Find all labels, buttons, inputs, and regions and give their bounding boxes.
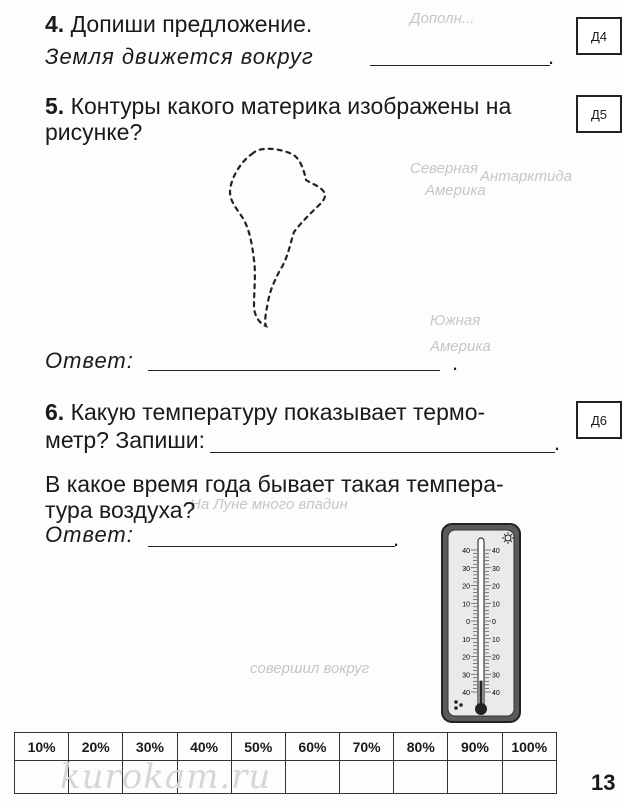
fill-cell[interactable] bbox=[502, 761, 556, 794]
question-number: 5. bbox=[45, 93, 65, 119]
percent-cell: 100% bbox=[502, 733, 556, 761]
scale-label-left: 20 bbox=[462, 583, 470, 591]
thermometer bbox=[440, 522, 522, 724]
scale-label-left: 10 bbox=[462, 636, 470, 644]
percent-cell: 50% bbox=[231, 733, 285, 761]
percent-cell: 40% bbox=[177, 733, 231, 761]
page-number: 13 bbox=[591, 770, 616, 795]
sentence-prompt: Земля движется вокруг bbox=[45, 44, 314, 69]
answer-line[interactable] bbox=[148, 370, 440, 371]
code-badge: Д5 bbox=[576, 95, 622, 133]
answer-line[interactable] bbox=[370, 65, 550, 66]
percent-cell: 20% bbox=[69, 733, 123, 761]
fill-cell[interactable] bbox=[285, 761, 339, 794]
question-6 bbox=[45, 398, 485, 426]
ghost-text: Америка bbox=[430, 338, 491, 355]
period: . bbox=[554, 430, 561, 455]
ghost-text: Северная bbox=[410, 160, 478, 177]
scale-label-right: 30 bbox=[492, 565, 500, 573]
question-text: Допиши предложение. bbox=[70, 11, 313, 37]
continent-outline bbox=[200, 140, 340, 340]
scale-label-left: 30 bbox=[462, 565, 470, 573]
scale-label-right: 20 bbox=[492, 654, 500, 662]
fill-cell[interactable] bbox=[340, 761, 394, 794]
period: . bbox=[393, 526, 400, 551]
percent-cell: 60% bbox=[285, 733, 339, 761]
watermark: kurokam.ru bbox=[60, 757, 272, 797]
period: . bbox=[548, 44, 555, 69]
ghost-text: Америка bbox=[425, 182, 486, 199]
thermometer-bulb bbox=[475, 703, 487, 715]
percent-cell: 80% bbox=[394, 733, 448, 761]
scale-label-right: 10 bbox=[492, 636, 500, 644]
period: . bbox=[452, 350, 459, 375]
answer-line[interactable] bbox=[148, 546, 395, 547]
scale-label-right: 10 bbox=[492, 601, 500, 609]
question-5 bbox=[45, 92, 511, 120]
percent-cell: 10% bbox=[15, 733, 69, 761]
question-number: 4. bbox=[45, 11, 65, 37]
question-4 bbox=[45, 10, 312, 38]
answer-label: Ответ: bbox=[45, 348, 134, 373]
code-badge: Д4 bbox=[576, 17, 622, 55]
scale-label-left: 40 bbox=[462, 548, 470, 555]
scale-label-right: 40 bbox=[492, 690, 500, 697]
code-badge: Д6 bbox=[576, 401, 622, 439]
scale-label-right: 40 bbox=[492, 548, 500, 555]
percent-cell: 70% bbox=[340, 733, 394, 761]
scale-label-left: 20 bbox=[462, 654, 470, 662]
scale-label-right: 20 bbox=[492, 583, 500, 591]
answer-label: Ответ: bbox=[45, 522, 134, 547]
ghost-text: Дополн... bbox=[410, 10, 475, 27]
question-text-line2: метр? Запиши: bbox=[45, 427, 206, 453]
scale-label-left: 0 bbox=[466, 619, 470, 626]
question-number: 6. bbox=[45, 399, 65, 425]
percent-cell: 90% bbox=[448, 733, 502, 761]
sub-question-line1: В какое время года бывает такая темпера- bbox=[45, 471, 504, 497]
answer-line[interactable] bbox=[210, 452, 555, 453]
question-text-line1: Какую температуру показывает термо- bbox=[70, 399, 486, 425]
scale-label-right: 30 bbox=[492, 672, 500, 680]
ghost-text: совершил вокруг bbox=[250, 660, 370, 677]
scale-label-left: 30 bbox=[462, 672, 470, 680]
scale-label-left: 10 bbox=[462, 601, 470, 609]
question-text-line2: рисунке? bbox=[45, 119, 143, 145]
scale-label-right: 0 bbox=[492, 619, 496, 626]
percent-cell: 30% bbox=[123, 733, 177, 761]
sub-question-line2: тура воздуха? bbox=[45, 497, 196, 523]
ghost-text: На Луне много впадин bbox=[190, 496, 348, 513]
ghost-text: Южная bbox=[430, 312, 481, 329]
fill-cell[interactable] bbox=[448, 761, 502, 794]
fill-cell[interactable] bbox=[394, 761, 448, 794]
ghost-text: Антарктида bbox=[480, 168, 572, 185]
scale-label-left: 40 bbox=[462, 690, 470, 697]
question-text-line1: Контуры какого материка изображены на bbox=[70, 93, 512, 119]
